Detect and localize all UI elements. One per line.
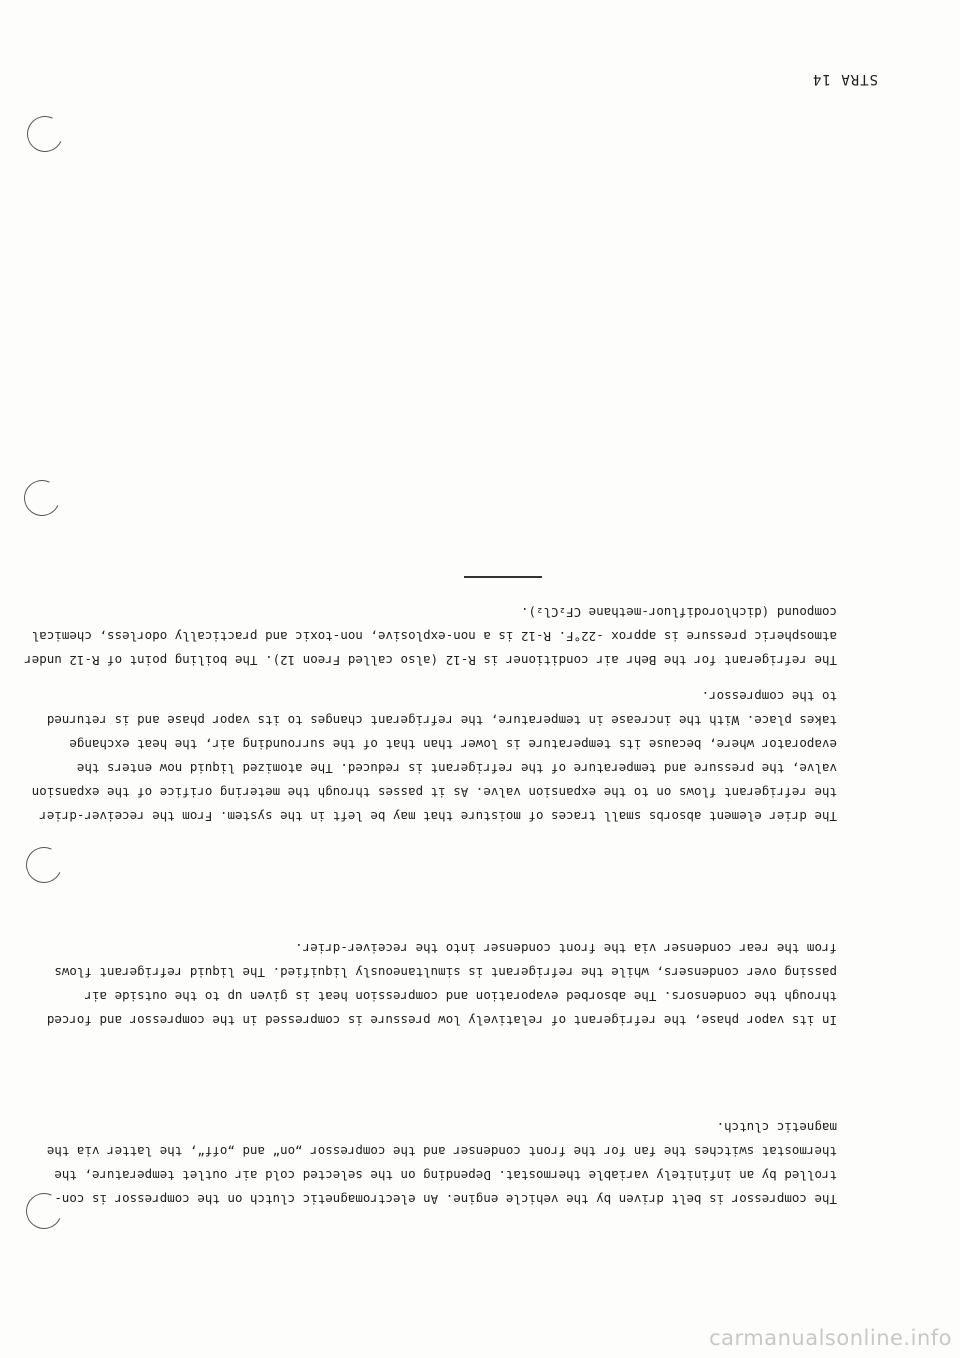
text-line: trolled by an infinitely variable thermostat. Depending on the selected cold air outlet temperature, the — [54, 1168, 837, 1183]
text-line: evaporator where, because its temperature is lower than that of the surrounding air, the heat exchange — [69, 737, 837, 752]
text-line: through the condensors. The absorbed evaporation and compression heat is given up to the outside air — [84, 989, 837, 1004]
text-line: magnetic clutch. — [716, 1120, 837, 1135]
text-line: valve, the pressure and temperature of the refrigerant is reduced. The atomized liquid now enters the — [76, 761, 837, 776]
text-line: passing over condensers, while the refrigerant is simultaneously liquified. The liquid refrigerant flows — [54, 965, 837, 980]
text-line: the refrigerant flows on to the expansion valve. As it passes through the metering orifice of the expansion — [31, 785, 837, 800]
watermark: carmanualsonline.info — [709, 1326, 952, 1350]
text-line: to the compressor. — [701, 689, 837, 704]
paragraph-drier-element — [31, 684, 837, 828]
paragraph-vapor-phase — [46, 936, 837, 1032]
punch-hole-icon — [21, 842, 67, 888]
text-line: compound (dichlorodifluor-methane CF₂Cl₂). — [520, 605, 837, 620]
text-line: The refrigerant for the Behr air conditioner is R-12 (also called Freon 12). The boiling point of R-12 under — [24, 653, 837, 668]
page-number: STRA 14 — [811, 71, 878, 87]
punch-hole-icon — [19, 475, 65, 521]
text-line: thermostat switches the fan for the front condenser and the compressor „on“ and „off“, the latter via the — [46, 1144, 837, 1159]
paragraph-compressor — [46, 1115, 837, 1211]
text-line: In its vapor phase, the refrigerant of relatively low pressure is compressed in the compressor and forced — [46, 1013, 837, 1028]
text-line: The drier element absorbs small traces of moisture that may be left in the system. From the receiver-drier — [39, 809, 837, 824]
text-line: takes place. With the increase in temperature, the refrigerant changes to its vapor phase and is returned — [46, 713, 837, 728]
paragraph-refrigerant — [24, 600, 837, 672]
text-line: from the rear condenser via the front condenser into the receiver-drier. — [295, 941, 837, 956]
text-line: The compressor is belt driven by the vehicle engine. An electromagnetic clutch on the compressor is con- — [54, 1192, 837, 1207]
punch-hole-icon — [22, 111, 68, 157]
separator-rule — [464, 576, 542, 578]
text-line: atmospheric pressure is approx -22°F. R-12 is a non-explosive, non-toxic and practically odorless, chemical — [31, 629, 837, 644]
